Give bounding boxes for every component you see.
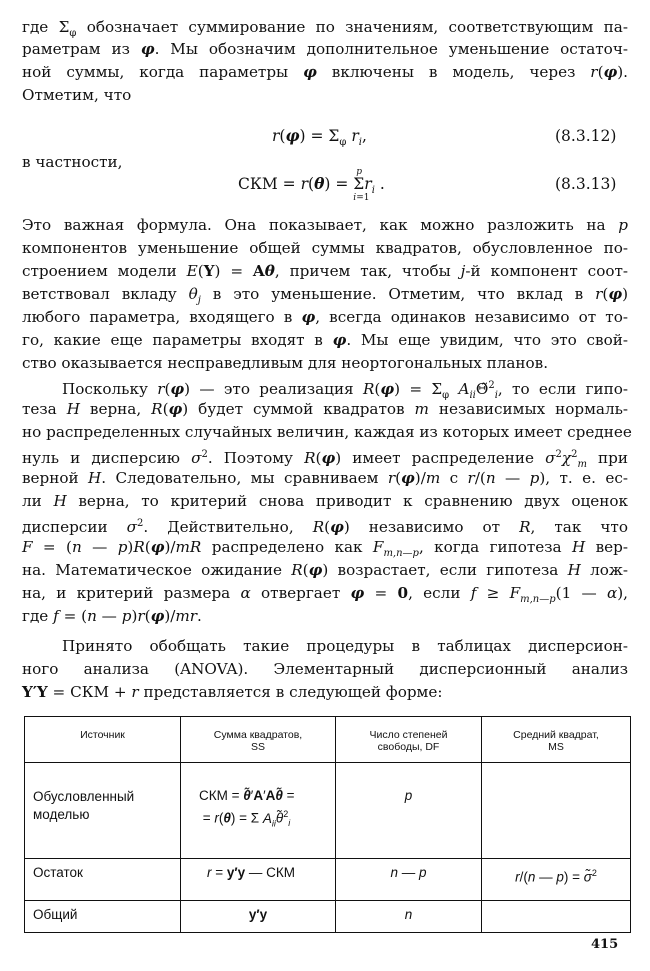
equation-number: (8.3.12) (555, 127, 617, 145)
cell-source: Обусловленный моделью (25, 763, 181, 859)
text-line: в частности, (22, 153, 123, 171)
text-line: F = (n — p)R(φ)/mR распределено как $F_{m,n—p}$, когда гипотеза H вер- (22, 538, 628, 560)
equation-8-3-13: СКМ = r(θ) = p Σ i=1 $r_i$ . (238, 167, 385, 203)
text-line: но распределенных случайных величин, каждая из которых имеет среднее (22, 423, 632, 441)
cell-ss: r = y′y — СКМ (181, 859, 336, 901)
text-line: любого параметра, входящего в φ, всегда одинаков независимо от то- (22, 308, 628, 326)
text-line: теза H верна, R(φ) будет суммой квадратов m независимых нормаль- (22, 400, 629, 418)
table-row (25, 763, 631, 859)
cell-df: p (336, 763, 482, 859)
cell-df: n — p (336, 859, 482, 901)
header-source: Источник (25, 717, 181, 763)
table-header-row (25, 717, 631, 763)
text-line: компонентов уменьшение общей суммы квадратов, обусловленное по- (22, 239, 628, 257)
text-line: Отметим, что (22, 86, 132, 104)
text-line: раметрам из φ. Мы обозначим дополнительное уменьшение остаточ- (22, 40, 628, 58)
text-line: строением модели E(Y) = Aθ, причем так, чтобы j-й компонент соот- (22, 262, 629, 280)
text-line: на, и критерий размера α отвергает φ = 0, если $f \ge F_{m,n—p}(1$ — α), (22, 584, 628, 606)
cell-source: Общий (25, 901, 181, 933)
cell-source: Остаток (25, 859, 181, 901)
text-line: Y′Y = СКМ + r представляется в следующей форме: (22, 683, 443, 701)
cell-ms: r/(n — p) = σ̃$^2$ (482, 859, 631, 901)
cell-ss: СКМ = θ̃′A′Aθ̃ = = r(θ) = Σ $A_{ii}\thetã^2_i$ (181, 763, 336, 859)
table-row (25, 859, 631, 901)
text-line: ного анализа (ANOVA). Элементарный дисперсионный анализ (22, 660, 628, 678)
equation-8-3-12: $r(\varphi) = \Sigma_\varphi$ $r_i$, (272, 126, 367, 149)
text-line: где $\Sigma_\varphi$ обозначает суммирование по значениям, соответствующим па- (22, 18, 628, 40)
text-line: ной суммы, когда параметры φ включены в модель, через r(φ). (22, 63, 629, 81)
text-line: Принято обобщать такие процедуры в таблицах дисперсион- (62, 637, 628, 655)
page-number: 415 (591, 937, 619, 952)
cell-ms (482, 763, 631, 859)
table-row (25, 901, 631, 933)
text-line: ли H верна, то критерий снова приводит к сравнению двух оценок (22, 492, 628, 510)
text-line: верной H. Следовательно, мы сравниваем r(φ)/m с r/(n — p), т. е. ес- (22, 469, 628, 487)
text-line: где f = (n — p)r(φ)/mr. (22, 607, 202, 625)
text-line: ветствовал вкладу $\theta_j$ в это уменьшение. Отметим, что вклад в r(φ) (22, 285, 628, 307)
text-line: го, какие еще параметры входят в φ. Мы еще увидим, что это свой- (22, 331, 628, 349)
text-line: нуль и дисперсию $\sigma^2$. Поэтому R(φ) имеет распределение $\sigma^2\chi^2_m$ при (22, 449, 628, 471)
text-line: дисперсии $\sigma^2$. Действительно, R(φ) независимо от R, так что (22, 518, 628, 537)
text-line: Поскольку r(φ) — это реализация $R(\varphi) = \Sigma_\varphi$ $A_{ii}\Thetã^2_i$, то если гипо- (62, 380, 629, 402)
text-line: на. Математическое ожидание R(φ) возрастает, если гипотеза H лож- (22, 561, 628, 579)
text-line: ство оказывается несправедливым для неортогональных планов. (22, 354, 549, 372)
header-ms: Средний квадрат, MS (482, 717, 631, 763)
equation-number: (8.3.13) (555, 175, 617, 193)
cell-ms (482, 901, 631, 933)
header-ss: Сумма квадратов, SS (181, 717, 336, 763)
cell-df: n (336, 901, 482, 933)
anova-table (24, 716, 631, 933)
header-df: Число степеней свободы, DF (336, 717, 482, 763)
cell-ss: y′y (181, 901, 336, 933)
text-line: Это важная формула. Она показывает, как можно разложить на p (22, 216, 628, 234)
